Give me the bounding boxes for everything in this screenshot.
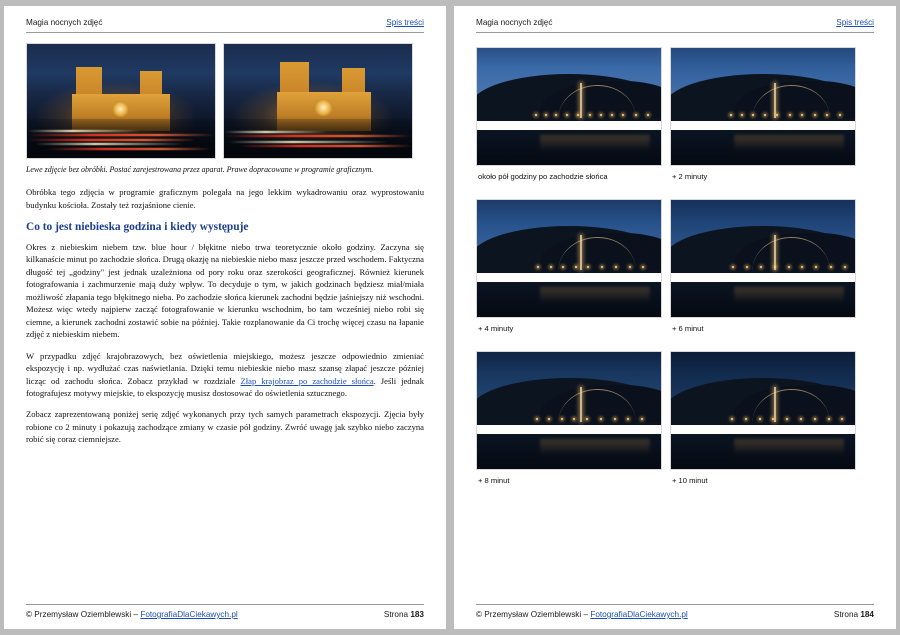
bay-photo-6-label: + 10 minut bbox=[672, 476, 708, 485]
right-page-footer bbox=[476, 604, 874, 619]
left-site-link[interactable]: FotografiaDlaCiekawych.pl bbox=[140, 610, 238, 619]
right-page-number-value: 184 bbox=[860, 610, 874, 619]
right-site-link[interactable]: FotografiaDlaCiekawych.pl bbox=[590, 610, 688, 619]
right-page-number bbox=[834, 610, 874, 619]
left-copyright-text: © Przemysław Oziemblewski – bbox=[26, 610, 141, 619]
left-page-number bbox=[384, 610, 424, 619]
bay-photo-1 bbox=[476, 47, 662, 166]
church-photo-caption: Lewe zdjęcie bez obróbki. Postać zarejestrowana przez aparat. Prawe dopracowane w programie graficznym. bbox=[26, 165, 374, 174]
right-toc-link[interactable]: Spis treści bbox=[836, 18, 874, 27]
bay-photo-cell-4 bbox=[670, 199, 856, 345]
bay-photo-cell-1 bbox=[476, 47, 662, 193]
right-page-header bbox=[476, 18, 874, 33]
left-paragraph-4: Zobacz zaprezentowaną poniżej serię zdjęć wykonanych przy tych samych parametrach ekspozycji. Zjęcia były robione co 2 minuty i pokazują zachodzące zmiany w czasie pół godziny. Zwróć uwagę jak szybko niebo zaczyna robić się coraz ciemniejsze. bbox=[26, 409, 424, 445]
church-edited-photo bbox=[223, 43, 413, 159]
bay-photo-2-label: + 2 minuty bbox=[672, 172, 708, 181]
bay-photo-cell-3 bbox=[476, 199, 662, 345]
right-page bbox=[454, 6, 896, 629]
right-copyright-text: © Przemysław Oziemblewski – bbox=[476, 610, 591, 619]
bay-photo-grid bbox=[476, 47, 874, 497]
left-paragraph-2: Okres z niebieskim niebem tzw. blue hour / błękitne niebo trwa teoretycznie około godziny. Zaczyna się kilkanaście minut po zachodzie słońca. Drugą okazję na niebieskie niebo masz jeszcze przed wschodem. Faktyczna długość tej „godziny" jest jednak uzależniona od pory roku oraz szerokości geograficznej. Również kierunek fotografowania i zachmurzenie mają duży wpływ. To decyduje o tym, w jakich godzinach będziesz miał/miała możliwość złapania tego błękitnego nieba. Po zachodzie słońca kierunek zachodni będzie jaśniejszy niż wschodni. Możesz więc wtedy najpierw zacząć fotografowanie w kierunku wschodnim, bo tam wcześniej niebo robi się ciemne, a kierunek zachodni zostawić sobie na później. Takie rozplanowanie da Ci trochę więcej czasu na łapanie zdjęć z niebieskim niebem. bbox=[26, 241, 424, 340]
right-header-title: Magia nocnych zdjęć bbox=[476, 18, 553, 27]
right-page-body bbox=[476, 33, 874, 621]
bay-photo-3 bbox=[476, 199, 662, 318]
left-toc-link[interactable]: Spis treści bbox=[386, 18, 424, 27]
church-photo-row bbox=[26, 43, 424, 159]
left-page-footer bbox=[26, 604, 424, 619]
bay-photo-4 bbox=[670, 199, 856, 318]
left-paragraph-3 bbox=[26, 350, 424, 400]
right-footer-copyright bbox=[476, 610, 688, 619]
bay-photo-cell-2 bbox=[670, 47, 856, 193]
chapter-link-zlap-krajobraz[interactable]: Złap krajobraz po zachodzie słońca bbox=[240, 375, 374, 386]
right-page-label: Strona bbox=[833, 610, 859, 619]
bay-photo-6 bbox=[670, 351, 856, 470]
left-paragraph-1: Obróbka tego zdjęcia w programie graficznym polegała na jego lekkim wykadrowaniu oraz wyprostowaniu budynku kościoła. Zostały też rozjaśnione cienie. bbox=[26, 187, 424, 210]
bay-photo-cell-5 bbox=[476, 351, 662, 497]
left-page-header bbox=[26, 18, 424, 33]
left-header-title: Magia nocnych zdjęć bbox=[26, 18, 103, 27]
bay-photo-5 bbox=[476, 351, 662, 470]
left-page-body bbox=[26, 33, 424, 621]
left-page-number-value: 183 bbox=[410, 610, 424, 619]
bay-photo-1-label: około pół godziny po zachodzie słońca bbox=[478, 172, 608, 181]
bay-photo-cell-6 bbox=[670, 351, 856, 497]
church-unedited-photo bbox=[26, 43, 216, 159]
left-paragraph-3-after: . Jeśli jednak fotografujesz motywy miejskie, to ekspozycję musisz dostosować do oświetlenia sztucznego. bbox=[26, 375, 424, 398]
bay-photo-2 bbox=[670, 47, 856, 166]
left-paragraph-3-before: W przypadku zdjęć krajobrazowych, bez oświetlenia miejskiego, możesz jeszcze odpowiednio zmieniać ekspozycję i np. wydłużać czas naświetlania. Dzięki temu niebieskie niebo masz szansę złapać jeszcze później licząc od zachodu słońca. Zobacz przykład w rozdziale bbox=[26, 350, 424, 386]
section-title-blue-hour: Co to jest niebieska godzina i kiedy występuje bbox=[26, 220, 249, 233]
left-page bbox=[4, 6, 446, 629]
left-page-label: Strona bbox=[383, 610, 409, 619]
bay-photo-3-label: + 4 minuty bbox=[478, 324, 514, 333]
bay-photo-4-label: + 6 minut bbox=[672, 324, 704, 333]
left-footer-copyright bbox=[26, 610, 238, 619]
bay-photo-5-label: + 8 minut bbox=[478, 476, 510, 485]
